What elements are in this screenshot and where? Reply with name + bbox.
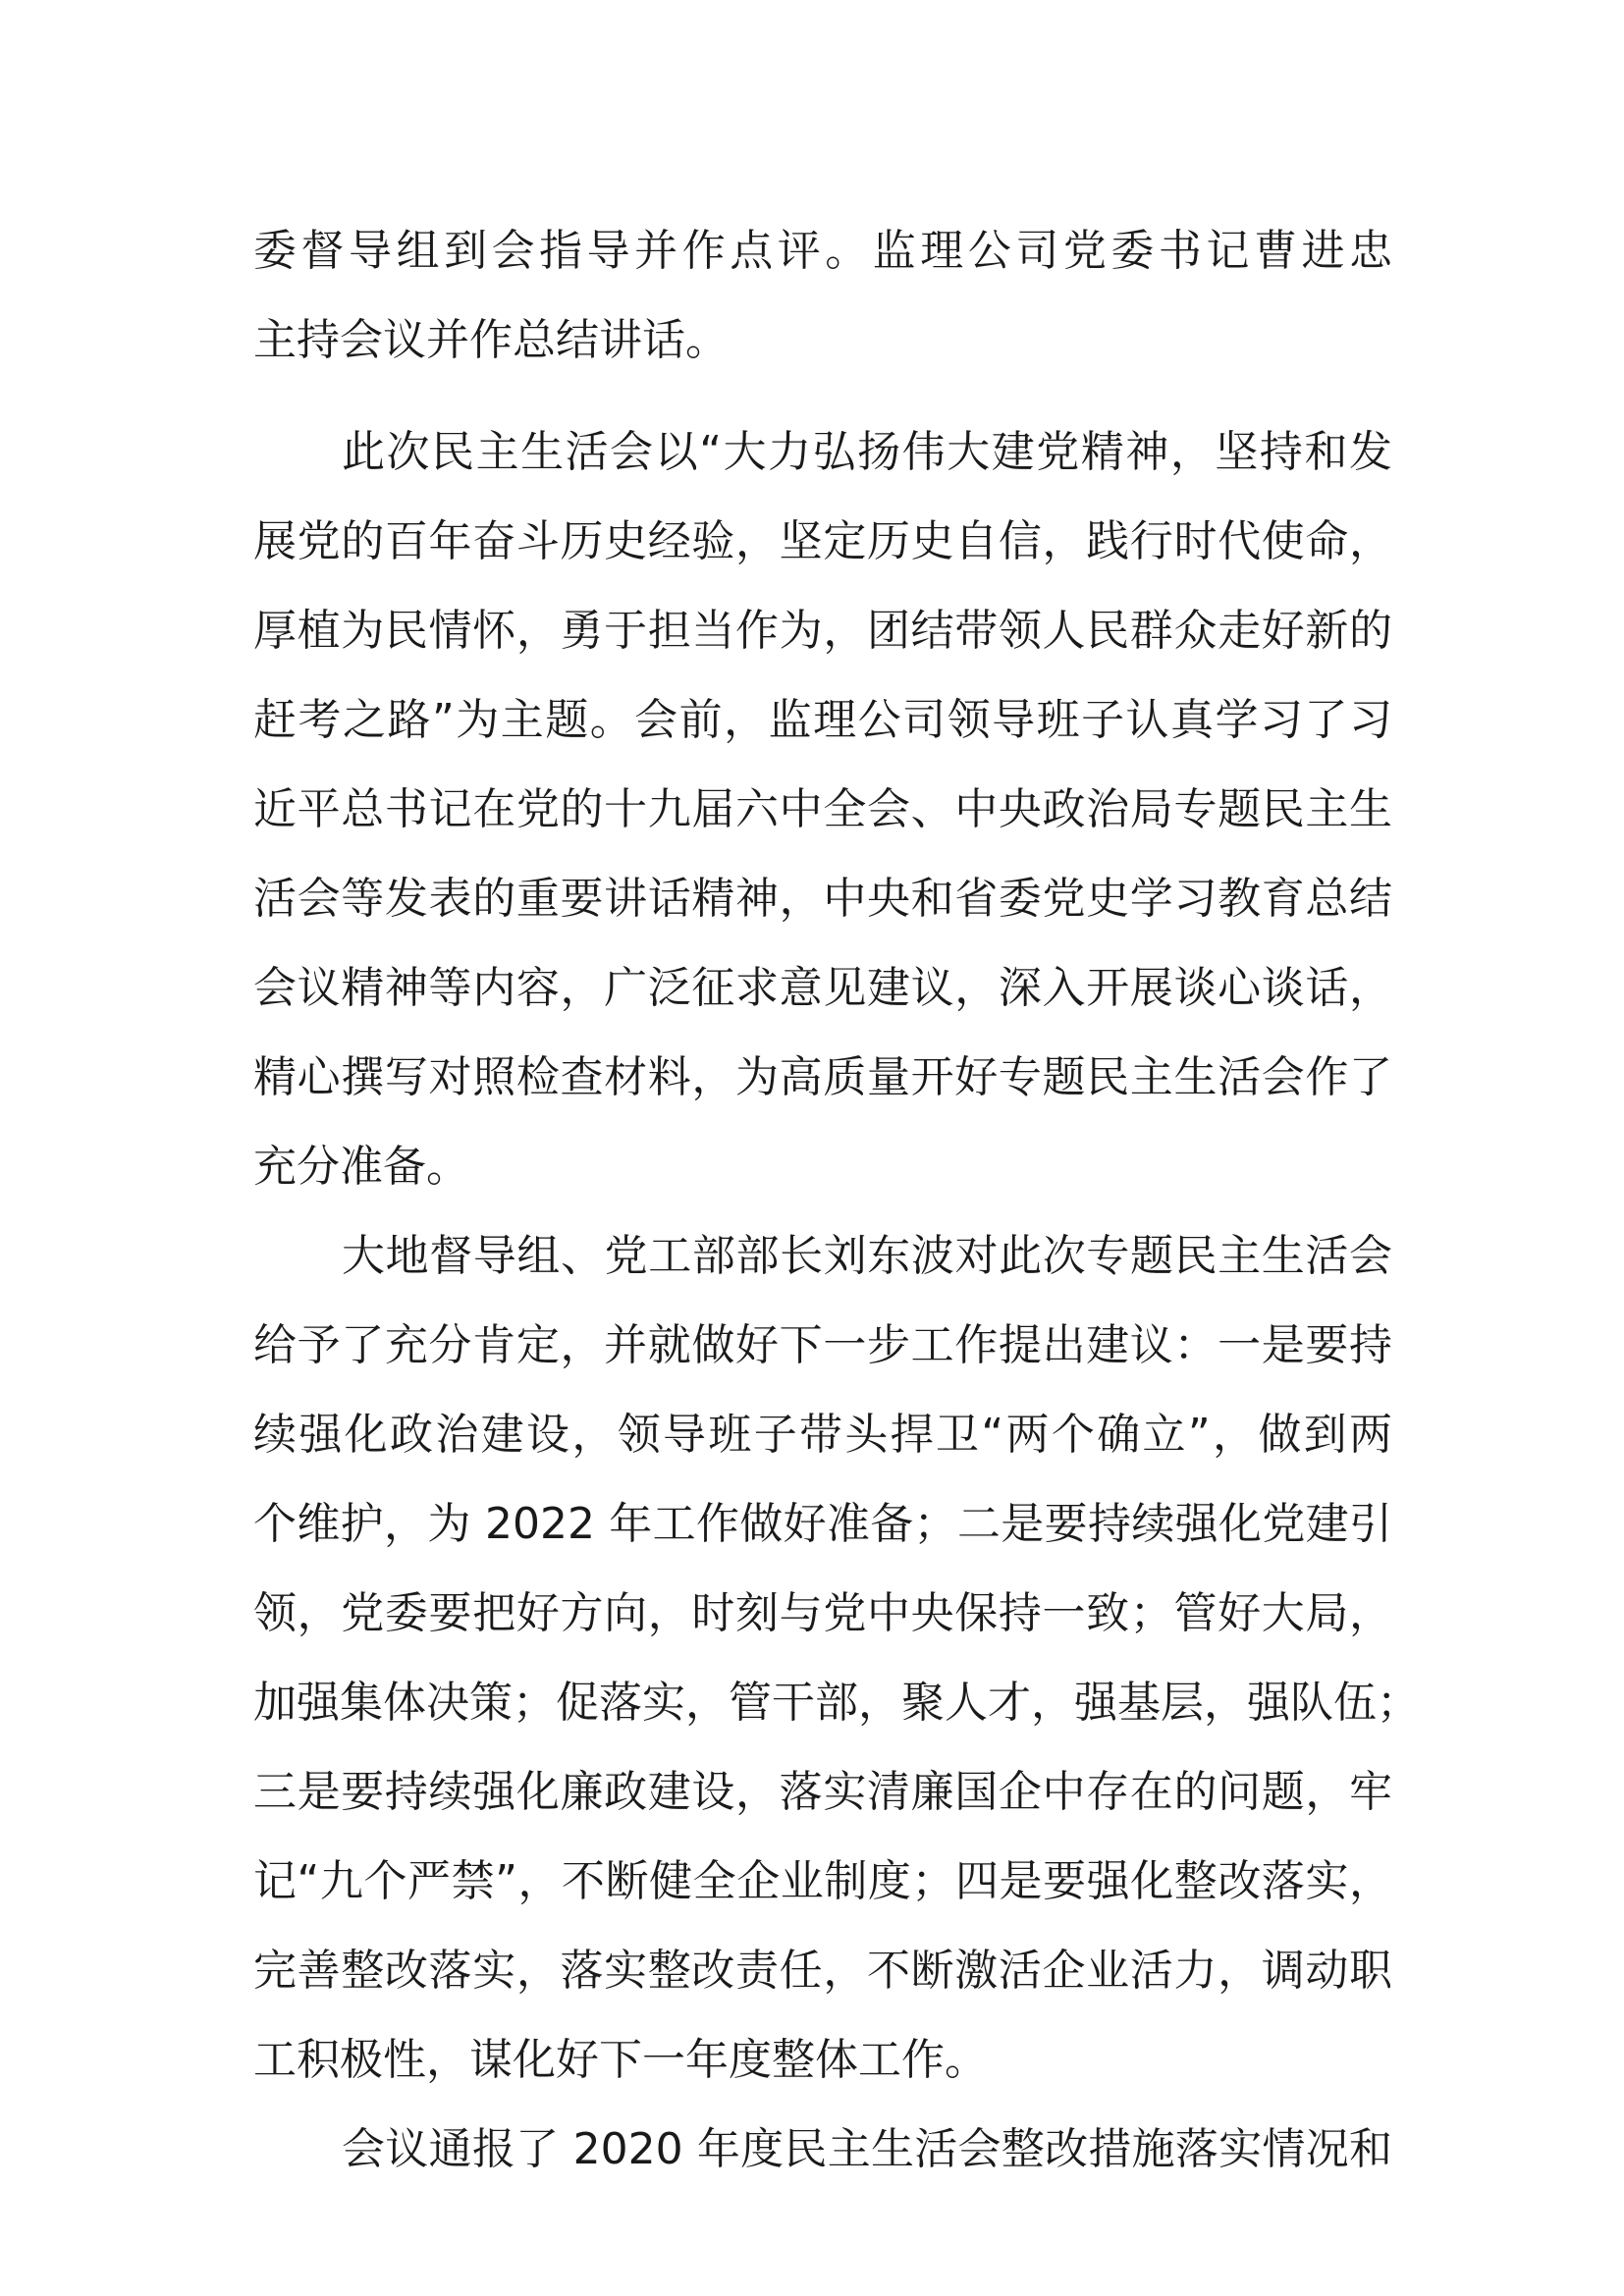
text-line: 工积极性，谋化好下一年度整体工作。	[253, 2035, 988, 2085]
text-line: 完善整改落实，落实整改责任，不断激活企业活力，调动职	[253, 1946, 1392, 1996]
text-line: 此次民主生活会以“大力弘扬伟大建党精神，坚持和发	[342, 427, 1392, 477]
text-line: 赶考之路”为主题。会前，监理公司领导班子认真学习了习	[253, 695, 1392, 745]
text-line: 大地督导组、党工部部长刘东波对此次专题民主生活会	[342, 1231, 1392, 1281]
text-line: 续强化政治建设，领导班子带头捍卫“两个确立”，做到两	[253, 1410, 1392, 1460]
text-line: 个维护，为 2022 年工作做好准备；二是要持续强化党建引	[253, 1499, 1392, 1549]
paragraph	[253, 206, 1392, 385]
text-line: 给予了充分肯定，并就做好下一步工作提出建议：一是要持	[253, 1320, 1392, 1370]
paragraph	[253, 2105, 1392, 2194]
text-line: 三是要持续强化廉政建设，落实清廉国企中存在的问题，牢	[253, 1767, 1392, 1817]
text-line: 充分准备。	[253, 1142, 469, 1192]
text-line: 主持会议并作总结讲话。	[253, 315, 729, 365]
paragraph	[253, 407, 1392, 1211]
text-line: 会议通报了 2020 年度民主生活会整改措施落实情况和	[342, 2124, 1392, 2174]
text-line: 活会等发表的重要讲话精神，中央和省委党史学习教育总结	[253, 874, 1392, 924]
text-line: 近平总书记在党的十九届六中全会、中央政治局专题民主生	[253, 784, 1392, 834]
text-line: 领，党委要把好方向，时刻与党中央保持一致；管好大局，	[253, 1588, 1392, 1638]
text-line: 展党的百年奋斗历史经验，坚定历史自信，践行时代使命，	[253, 516, 1392, 566]
text-line: 加强集体决策；促落实，管干部，聚人才，强基层，强队伍；	[253, 1678, 1420, 1728]
text-line: 委督导组到会指导并作点评。监理公司党委书记曹进忠	[253, 226, 1392, 276]
text-line: 厚植为民情怀，勇于担当作为，团结带领人民群众走好新的	[253, 606, 1392, 656]
text-line: 会议精神等内容，广泛征求意见建议，深入开展谈心谈话，	[253, 963, 1392, 1013]
paragraph	[253, 1211, 1420, 2105]
text-line: 记“九个严禁”，不断健全企业制度；四是要强化整改落实，	[253, 1856, 1392, 1906]
text-line: 精心撰写对照检查材料，为高质量开好专题民主生活会作了	[253, 1052, 1392, 1102]
body-text	[253, 206, 1420, 2194]
